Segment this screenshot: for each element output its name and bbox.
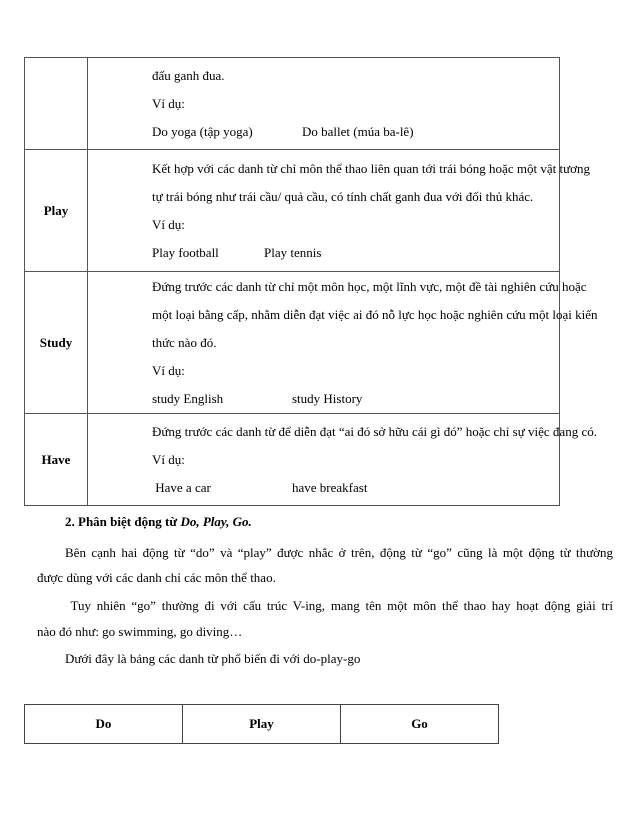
- term-cell: Play: [25, 150, 88, 272]
- desc-line: Ví dụ:: [152, 362, 185, 378]
- desc-line: Đứng trước các danh từ để diễn đạt “ai đó sở hữu cái gì đó” hoặc chỉ sự việc đang có.: [152, 423, 597, 439]
- desc-line: Ví dụ:: [152, 95, 185, 111]
- paragraph-line: Tuy nhiên “go” thường đi với cấu trúc V-ing, mang tên một môn thể thao hay hoạt động giải trí: [65, 598, 613, 613]
- table-header-row: [25, 705, 499, 744]
- heading-emphasis: Do, Play, Go.: [180, 514, 252, 529]
- header-do: Do: [25, 705, 183, 744]
- desc-line: một loại bằng cấp, nhằm diễn đạt việc ai đó nỗ lực học hoặc nghiên cứu một loại kiến: [152, 306, 598, 322]
- example-2: have breakfast: [292, 479, 368, 495]
- example-1: Do yoga (tập yoga): [152, 123, 253, 139]
- desc-line: tự trái bóng như trái cầu/ quả cầu, có tính chất ganh đua với đối thủ khác.: [152, 188, 534, 204]
- term-cell: Have: [25, 414, 88, 506]
- desc-line: Ví dụ:: [152, 451, 185, 467]
- verb-usage-table: [24, 57, 598, 506]
- desc-line: Đứng trước các danh từ chỉ một môn học, một lĩnh vực, một đề tài nghiên cứu hoặc: [152, 278, 587, 294]
- header-play: Play: [183, 705, 341, 744]
- do-play-go-table: [24, 704, 499, 744]
- section-heading: [65, 514, 638, 530]
- table-row: [25, 272, 560, 414]
- description-cell: [88, 58, 560, 150]
- table-row: [25, 150, 560, 272]
- description-cell: [88, 414, 597, 506]
- heading-prefix: 2. Phân biệt động từ: [65, 514, 181, 529]
- description-cell: [88, 272, 598, 414]
- example-1: Have a car: [152, 479, 211, 495]
- example-2: Play tennis: [264, 244, 322, 260]
- paragraph-line: được dùng với các danh chỉ các môn thể thao.: [37, 570, 276, 585]
- example-line: [152, 239, 551, 267]
- table-row: [25, 414, 560, 506]
- term-cell: Study: [25, 272, 88, 414]
- example-line: [152, 474, 551, 502]
- example-1: study English: [152, 390, 224, 406]
- header-go: Go: [341, 705, 499, 744]
- example-line: [152, 385, 551, 413]
- desc-line: thức nào đó.: [152, 334, 217, 350]
- example-line: [152, 118, 551, 146]
- desc-line: Kết hợp với các danh từ chỉ môn thể thao liên quan tới trái bóng hoặc một vật tương: [152, 160, 590, 176]
- term-cell: [25, 58, 88, 150]
- paragraph-line: Bên cạnh hai động từ “do” và “play” được nhắc ở trên, động từ “go” cũng là một động từ thường: [65, 545, 613, 560]
- paragraph-line: Dưới đây là bảng các danh từ phổ biến đi với do-play-go: [65, 651, 361, 666]
- example-2: Do ballet (múa ba-lê): [302, 123, 414, 139]
- desc-line: Ví dụ:: [152, 216, 185, 232]
- desc-line: đấu ganh đua.: [152, 67, 225, 83]
- table-row: [25, 58, 560, 150]
- paragraph-line: nào đó như: go swimming, go diving…: [37, 624, 243, 639]
- description-cell: [88, 150, 590, 272]
- example-1: Play football: [152, 244, 219, 260]
- example-2: study History: [292, 390, 363, 406]
